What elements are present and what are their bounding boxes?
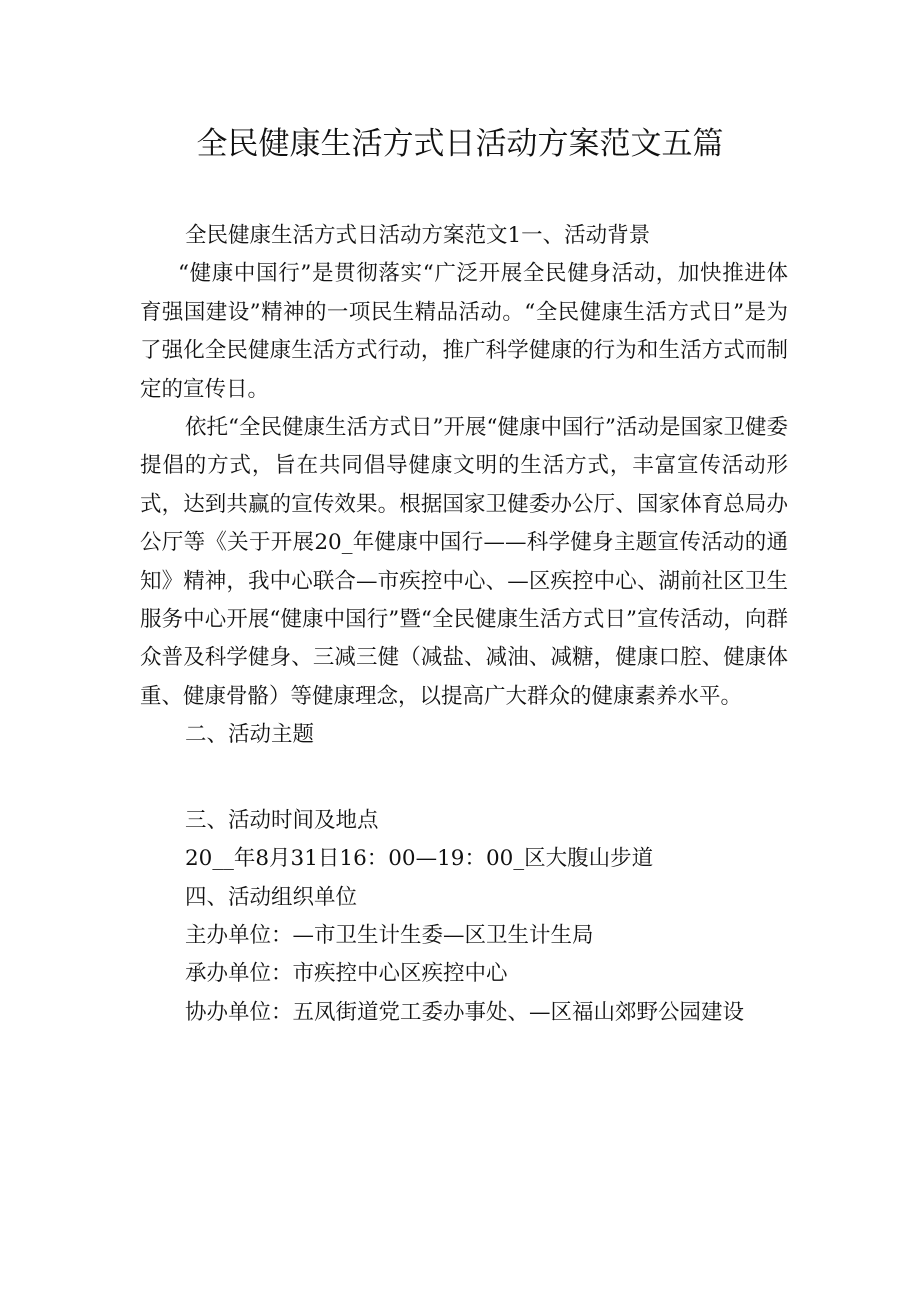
- paragraph-host: 主办单位：—市卫生计生委—区卫生计生局: [185, 922, 594, 948]
- heading-time-location: 三、活动时间及地点: [185, 807, 379, 833]
- paragraph-intro-heading: 全民健康生活方式日活动方案范文1一、活动背景: [185, 223, 651, 248]
- paragraph-rationale: 依托“全民健康生活方式日”开展“健康中国行”活动是国家卫健委提倡的方式，旨在共同倡导健康文明的生活方式，丰富宣传活动形式，达到共赢的宣传效果。根据国家卫健委办公厅、国家体育总局办公厅等《关于开展20_年健康中国行——科学健身主题宣传活动的通知》精神，我中心联合—市疾控中心、—区疾控中心、湖前社区卫生服务中心开展“健康中国行”暨“全民健康生活方式日”宣传活动，向群众普及科学健身、三减三健（减盐、减油、减糖，健康口腔、健康体重、健康骨骼）等健康理念，以提高广大群众的健康素养水平。: [140, 415, 788, 709]
- blank-space: [140, 755, 788, 802]
- paragraph-time-location: 20__年8月31日16：00—19：00_区大腹山步道: [185, 846, 654, 872]
- paragraph-background: “健康中国行”是贯彻落实“广泛开展全民健身活动，加快推进体育强国建设”精神的一项民生精品活动。“全民健康生活方式日”是为了强化全民健康生活方式行动，推广科学健康的行为和生活方式而制定的宣传日。: [140, 261, 788, 402]
- heading-activity-theme: 二、活动主题: [185, 722, 315, 748]
- document-title: 全民健康生活方式日活动方案范文五篇: [196, 126, 724, 162]
- paragraph-undertaker: 承办单位：市疾控中心区疾控中心: [185, 961, 508, 987]
- heading-organizers: 四、活动组织单位: [185, 884, 358, 910]
- document-body: [140, 217, 788, 1032]
- paragraph-co-organizer: 协办单位：五凤街道党工委办事处、—区福山郊野公园建设: [185, 999, 745, 1025]
